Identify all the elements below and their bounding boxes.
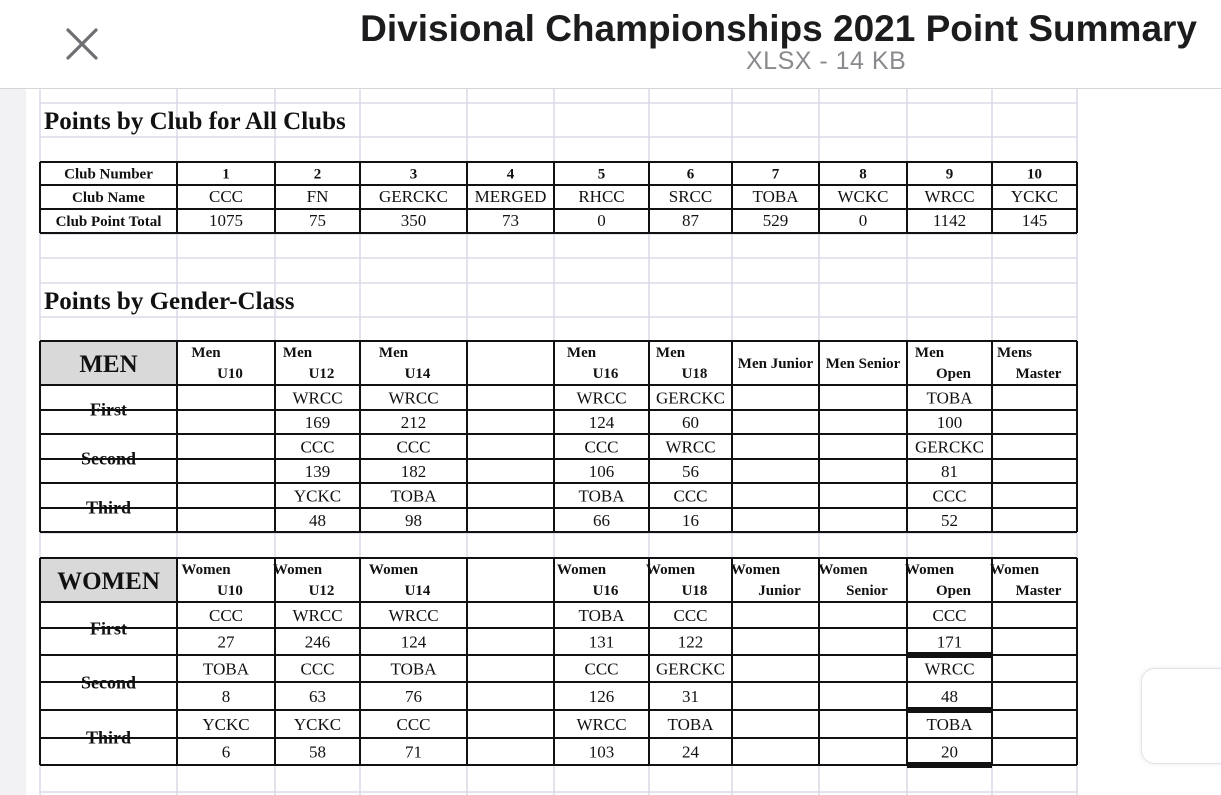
women-cell: GERCKC <box>656 659 725 679</box>
men-header: Men <box>566 345 597 361</box>
men-header: Men <box>282 345 313 361</box>
club-name: WRCC <box>924 187 975 206</box>
women-cell: YCKC <box>293 715 342 734</box>
women-cell: WRCC <box>292 606 343 625</box>
women-cell: 58 <box>309 742 326 762</box>
women-cell: 103 <box>588 742 615 762</box>
club-number: 9 <box>945 166 954 183</box>
women-cell: 20 <box>941 742 958 762</box>
club-name: YCKC <box>1010 187 1059 206</box>
club-name: TOBA <box>752 187 799 206</box>
women-cell: YCKC <box>202 715 250 734</box>
men-cell: CCC <box>932 486 967 506</box>
club-name: WCKC <box>837 187 889 206</box>
women-cell: 126 <box>588 687 615 706</box>
men-cell: CCC <box>584 437 619 457</box>
women-header: Women <box>556 562 607 578</box>
men-header: Men Junior <box>737 356 814 372</box>
men-cell: 139 <box>304 462 331 481</box>
men-header: U16 <box>592 366 619 382</box>
club-row-label: Club Name <box>72 190 145 206</box>
men-cell: 16 <box>682 511 699 530</box>
club-number: 6 <box>686 166 695 183</box>
women-header: U16 <box>592 583 619 599</box>
men-cell: WRCC <box>388 388 439 408</box>
women-cell: 6 <box>221 742 231 762</box>
men-cell: GERCKC <box>915 437 984 457</box>
men-cell: YCKC <box>293 486 342 506</box>
women-header: Junior <box>758 583 801 599</box>
women-cell: 8 <box>221 687 231 706</box>
women-cell: 246 <box>304 632 331 652</box>
side-panel-card[interactable] <box>1141 668 1221 764</box>
women-cell: CCC <box>932 606 967 625</box>
women-header: U12 <box>308 583 335 599</box>
women-cell: TOBA <box>203 659 249 679</box>
men-cell: CCC <box>300 437 335 457</box>
men-cell: 169 <box>304 413 331 432</box>
women-cell: 71 <box>405 742 422 762</box>
women-header: Women <box>272 562 323 578</box>
men-place-label: Second <box>80 448 137 469</box>
women-header: Women <box>730 562 781 578</box>
women-cell: CCC <box>673 606 708 625</box>
men-header: U12 <box>308 366 335 382</box>
women-cell: CCC <box>396 715 431 734</box>
women-header: Women <box>645 562 696 578</box>
club-section-title: Points by Club for All Clubs <box>44 108 346 135</box>
men-cell: 106 <box>588 462 615 481</box>
men-cell: GERCKC <box>656 388 725 408</box>
men-cell: 212 <box>400 413 427 432</box>
women-cell: 171 <box>936 632 963 652</box>
club-point-total: 73 <box>502 211 519 230</box>
women-cell: WRCC <box>388 606 439 625</box>
women-cell: 63 <box>309 687 326 706</box>
men-cell: 98 <box>405 511 422 530</box>
women-cell: 131 <box>588 632 615 652</box>
men-cell: 56 <box>682 462 699 481</box>
club-point-total: 87 <box>682 211 699 230</box>
club-number: 8 <box>859 166 867 183</box>
club-number: 7 <box>771 166 780 183</box>
men-header: Men <box>191 345 221 361</box>
club-row-label: Club Number <box>64 166 153 183</box>
women-cell: TOBA <box>667 715 714 734</box>
men-cell: TOBA <box>390 486 437 506</box>
men-cell: 100 <box>936 413 963 432</box>
women-header: Open <box>935 583 972 599</box>
women-cell: 31 <box>682 687 699 706</box>
club-point-total: 529 <box>762 211 789 230</box>
women-cell: CCC <box>300 659 335 679</box>
women-header: Women <box>904 562 955 578</box>
club-number: 4 <box>506 166 515 183</box>
women-header: U18 <box>681 583 708 599</box>
men-header: U18 <box>681 366 708 382</box>
gender-section-title: Points by Gender-Class <box>44 288 295 315</box>
women-cell: 24 <box>682 742 699 762</box>
club-name: FN <box>306 187 329 206</box>
women-header: Master <box>1015 583 1062 599</box>
women-header: Women <box>368 562 419 578</box>
women-cell: WRCC <box>924 659 975 679</box>
women-cell: TOBA <box>578 606 625 625</box>
men-cell: 182 <box>400 462 427 481</box>
men-header: Men <box>914 345 945 361</box>
men-header: Open <box>935 366 972 382</box>
club-point-total: 1142 <box>932 211 967 230</box>
club-number: 5 <box>597 166 606 183</box>
club-row-label: Club Point Total <box>55 214 162 230</box>
women-header: Women <box>989 562 1040 578</box>
men-cell: 66 <box>593 511 610 530</box>
men-place-label: First <box>90 399 127 420</box>
women-label: WOMEN <box>57 568 160 595</box>
women-cell: 124 <box>400 632 427 652</box>
women-cell: CCC <box>584 659 619 679</box>
club-point-total: 145 <box>1021 211 1048 230</box>
women-place-label: Third <box>85 727 132 748</box>
men-cell: 124 <box>588 413 615 432</box>
women-header: Senior <box>846 583 888 599</box>
club-name: SRCC <box>668 187 713 206</box>
women-header: Women <box>818 562 868 578</box>
men-header: U10 <box>217 366 243 382</box>
men-cell: TOBA <box>578 486 625 506</box>
women-cell: 27 <box>217 632 235 652</box>
men-cell: CCC <box>396 437 431 457</box>
club-name: GERCKC <box>379 187 448 206</box>
club-point-total: 1075 <box>209 211 243 230</box>
men-cell: CCC <box>673 486 708 506</box>
women-cell: WRCC <box>576 715 627 734</box>
men-header: Men <box>378 345 409 361</box>
women-header: U10 <box>217 583 243 599</box>
men-cell: WRCC <box>665 437 716 457</box>
club-point-total: 350 <box>400 211 427 230</box>
club-name: RHCC <box>578 187 625 206</box>
men-cell: 81 <box>941 462 958 481</box>
club-number: 3 <box>409 166 418 183</box>
men-cell: 52 <box>941 511 958 530</box>
men-header: Men Senior <box>825 356 901 372</box>
men-header: Master <box>1015 366 1062 382</box>
club-point-total: 0 <box>858 211 868 230</box>
club-point-total: 75 <box>309 211 326 230</box>
men-header: Mens <box>997 345 1032 361</box>
club-number: 1 <box>222 166 230 183</box>
men-header: Men <box>655 345 686 361</box>
club-number: 10 <box>1027 166 1042 183</box>
women-header: U14 <box>404 583 431 599</box>
women-place-label: Second <box>80 672 137 693</box>
men-cell: TOBA <box>926 388 973 408</box>
club-name: CCC <box>208 187 244 206</box>
women-cell: TOBA <box>926 715 973 734</box>
men-cell: WRCC <box>576 388 627 408</box>
men-header: U14 <box>404 366 431 382</box>
club-name: MERGED <box>474 187 547 206</box>
women-header: Women <box>181 562 231 578</box>
men-label: MEN <box>79 351 138 378</box>
document-title: Divisional Championships 2021 Point Summary <box>360 8 1197 49</box>
women-cell: 48 <box>941 687 958 706</box>
women-cell: 76 <box>405 687 422 706</box>
women-cell: CCC <box>208 606 244 625</box>
club-number: 2 <box>313 166 322 183</box>
men-place-label: Third <box>85 497 132 518</box>
document-file-info: XLSX - 14 KB <box>746 47 907 75</box>
women-cell: 122 <box>677 632 704 652</box>
women-cell: TOBA <box>390 659 437 679</box>
men-cell: WRCC <box>292 388 343 408</box>
men-cell: 60 <box>682 413 699 432</box>
club-point-total: 0 <box>597 211 606 230</box>
women-place-label: First <box>90 618 127 639</box>
men-cell: 48 <box>309 511 326 530</box>
